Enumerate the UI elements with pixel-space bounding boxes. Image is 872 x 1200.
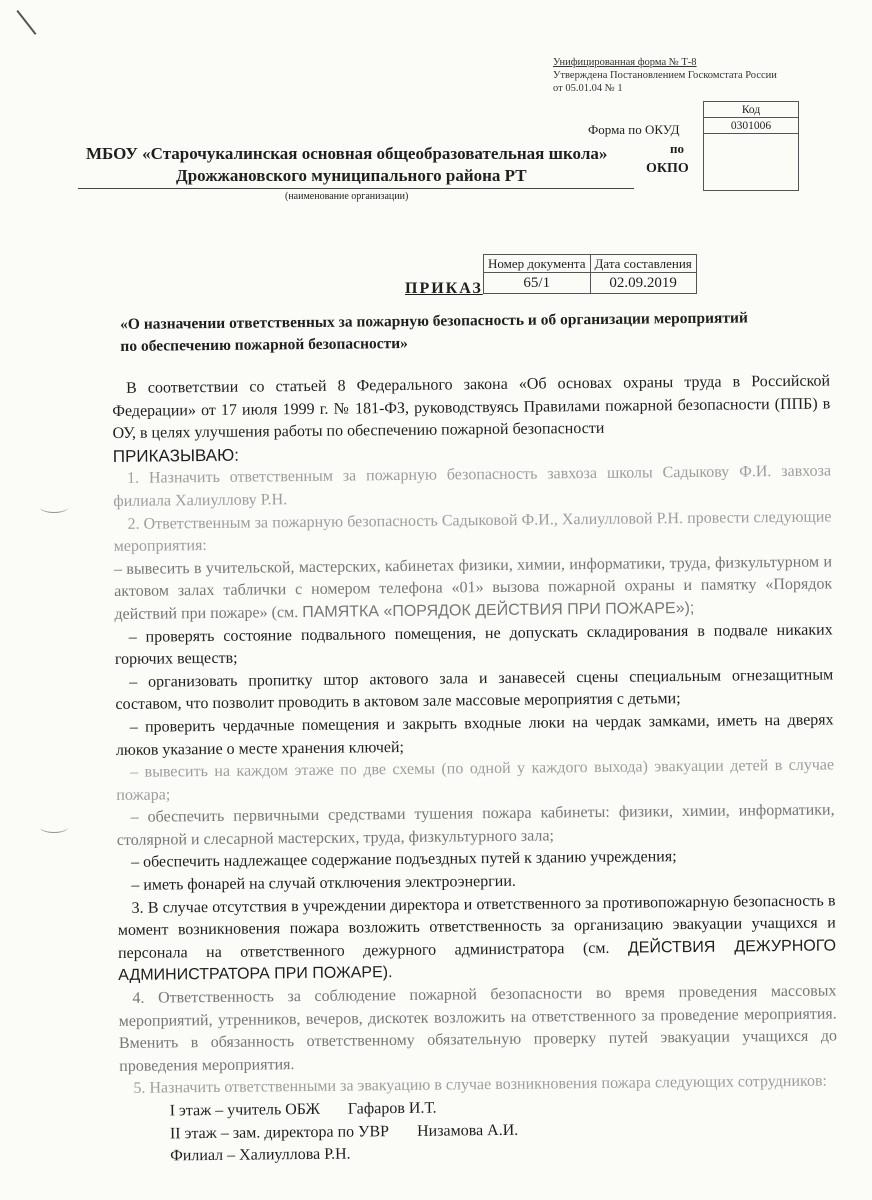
okpo-value	[704, 134, 799, 191]
order-heading	[120, 307, 832, 358]
bullet-access-roads: – обеспечить надлежащее содержание подъездных путей к зданию учреждения;	[130, 848, 677, 872]
document-date: 02.09.2019	[590, 273, 696, 294]
floor-2-name: Низамова А.И.	[416, 1121, 519, 1140]
heading-line-2: по обеспечению пожарной безопасности»	[120, 334, 408, 355]
item-2: 2. Ответственным за пожарную безопасность Садыковой Ф.И., Халиулловой Р.Н. провести следующие мероприятия:	[113, 508, 832, 556]
preamble: В соответствии со статьей 8 Федерального закона «Об основах охраны труда в Российской Федерации» от 17 июля 1999 г. № 181-ФЗ, руководствуясь Правилами пожарной безопасности (ППБ) в ОУ, в целях улучшения работы по обеспечению пожарной безопасности	[112, 372, 831, 443]
admin-reference: ДЕЙСТВИЯ ДЕЖУРНОГО АДМИНИСТРАТОРА ПРИ ПОЖАРЕ).	[118, 937, 837, 985]
scan-mark	[16, 10, 36, 35]
bullet-curtains: – организовать пропитку штор актового зала и занавесей сцены специальным огнезащитным составом, что позволит проводить в актовом зале массовые мероприятия с детьми;	[115, 666, 834, 714]
order-keyword: ПРИКАЗЫВАЮ:	[112, 445, 240, 466]
document-info-table	[483, 254, 697, 294]
item-4: 4. Ответственность за соблюдение пожарной безопасности во время проведения массовых мероприятий, утренников, вечеров, дискотек возложить на ответственного за проведение мероприятия. Вменить в обязанность ответственному обязательную проверку путей эвакуации учащихся до проведения мероприятия.	[118, 982, 838, 1075]
organization-underline	[78, 188, 634, 189]
approval-date: от 05.01.04 № 1	[553, 83, 623, 94]
number-header: Номер документа	[484, 255, 591, 273]
order-body	[112, 370, 838, 1168]
bullet-evacuation-schemes: – вывесить на каждом этаже по две схемы (по одной у каждого выхода) эвакуации детей в случае пожара;	[116, 756, 835, 804]
organization-caption: (наименование организации)	[285, 191, 409, 202]
okpo-label: ОКПО	[646, 161, 689, 176]
floor-1-role: I этаж – учитель ОБЖ	[169, 1100, 320, 1120]
item-3	[117, 890, 836, 988]
punch-hole-mark	[40, 502, 68, 513]
document-type-title: ПРИКАЗ	[405, 280, 483, 297]
okud-label: Форма по ОКУД	[588, 122, 680, 137]
code-header: Код	[704, 102, 799, 118]
organization-name: МБОУ «Старочукалинская основная общеобразовательная школа»	[86, 144, 608, 163]
memo-reference: ПАМЯТКА «ПОРЯДОК ДЕЙСТВИЯ ПРИ ПОЖАРЕ»);	[302, 599, 695, 621]
item-5: 5. Назначить ответственными за эвакуацию в случае возникновения пожара следующих сотрудников:	[133, 1072, 828, 1098]
organization-district: Дрожжановского муниципального района РТ	[176, 166, 527, 185]
punch-hole-mark	[40, 822, 68, 833]
branch-role: Филиал – Халиуллова Р.Н.	[170, 1145, 351, 1165]
document-number: 65/1	[484, 273, 591, 294]
bullet-signs	[114, 551, 833, 626]
form-approval-note	[553, 56, 777, 95]
item-1: 1. Назначить ответственным за пожарную безопасность завхоза школы Садыкову Ф.И. завхоза филиала Халиуллову Р.Н.	[113, 462, 832, 510]
item-3-text: 3. В случае отсутствия в учреждении директора и ответственного за противопожарную безопасность в момент возникновения пожара возложить ответственность за организацию эвакуации учащихся и персонала на ответственного дежурного администратора (см.	[117, 892, 836, 962]
bullet-fire-equipment: – обеспечить первичными средствами тушения пожара кабинеты: физики, химии, информатики, столярной и слесарной мастерских, труда, физкультурного зала;	[116, 801, 835, 849]
code-table	[703, 101, 799, 191]
date-header: Дата составления	[590, 255, 696, 273]
floor-2-role: II этаж – зам. директора по УВР	[169, 1122, 390, 1143]
floor-1-name: Гафаров И.Т.	[347, 1099, 437, 1118]
form-name: Унифицированная форма № Т-8	[553, 57, 697, 68]
bullet-flashlights: – иметь фонарей на случай отключения электроэнергии.	[131, 872, 516, 894]
bullet-basement: – проверять состояние подвального помещения, не допускать складирования в подвале никаких горючих веществ;	[114, 620, 833, 669]
approval-text: Утверждена Постановлением Госкомстата России	[553, 70, 777, 81]
heading-line-1: «О назначении ответственных за пожарную безопасность и об организации мероприятий	[120, 309, 748, 333]
okud-value: 0301006	[704, 118, 799, 134]
po-label: по	[670, 141, 684, 156]
bullet-signs-text: – вывесить в учительской, мастерских, кабинетах физики, химии, информатики, труда, физкультурном и актовом залах таблички с номером телефона «01» вызова пожарной охраны и памятку «Порядок действий при пожаре» (см.	[113, 553, 833, 623]
bullet-attic: – проверить чердачные помещения и закрыть входные люки на чердак замками, иметь на дверях люков указание о месте хранения ключей;	[115, 711, 834, 759]
